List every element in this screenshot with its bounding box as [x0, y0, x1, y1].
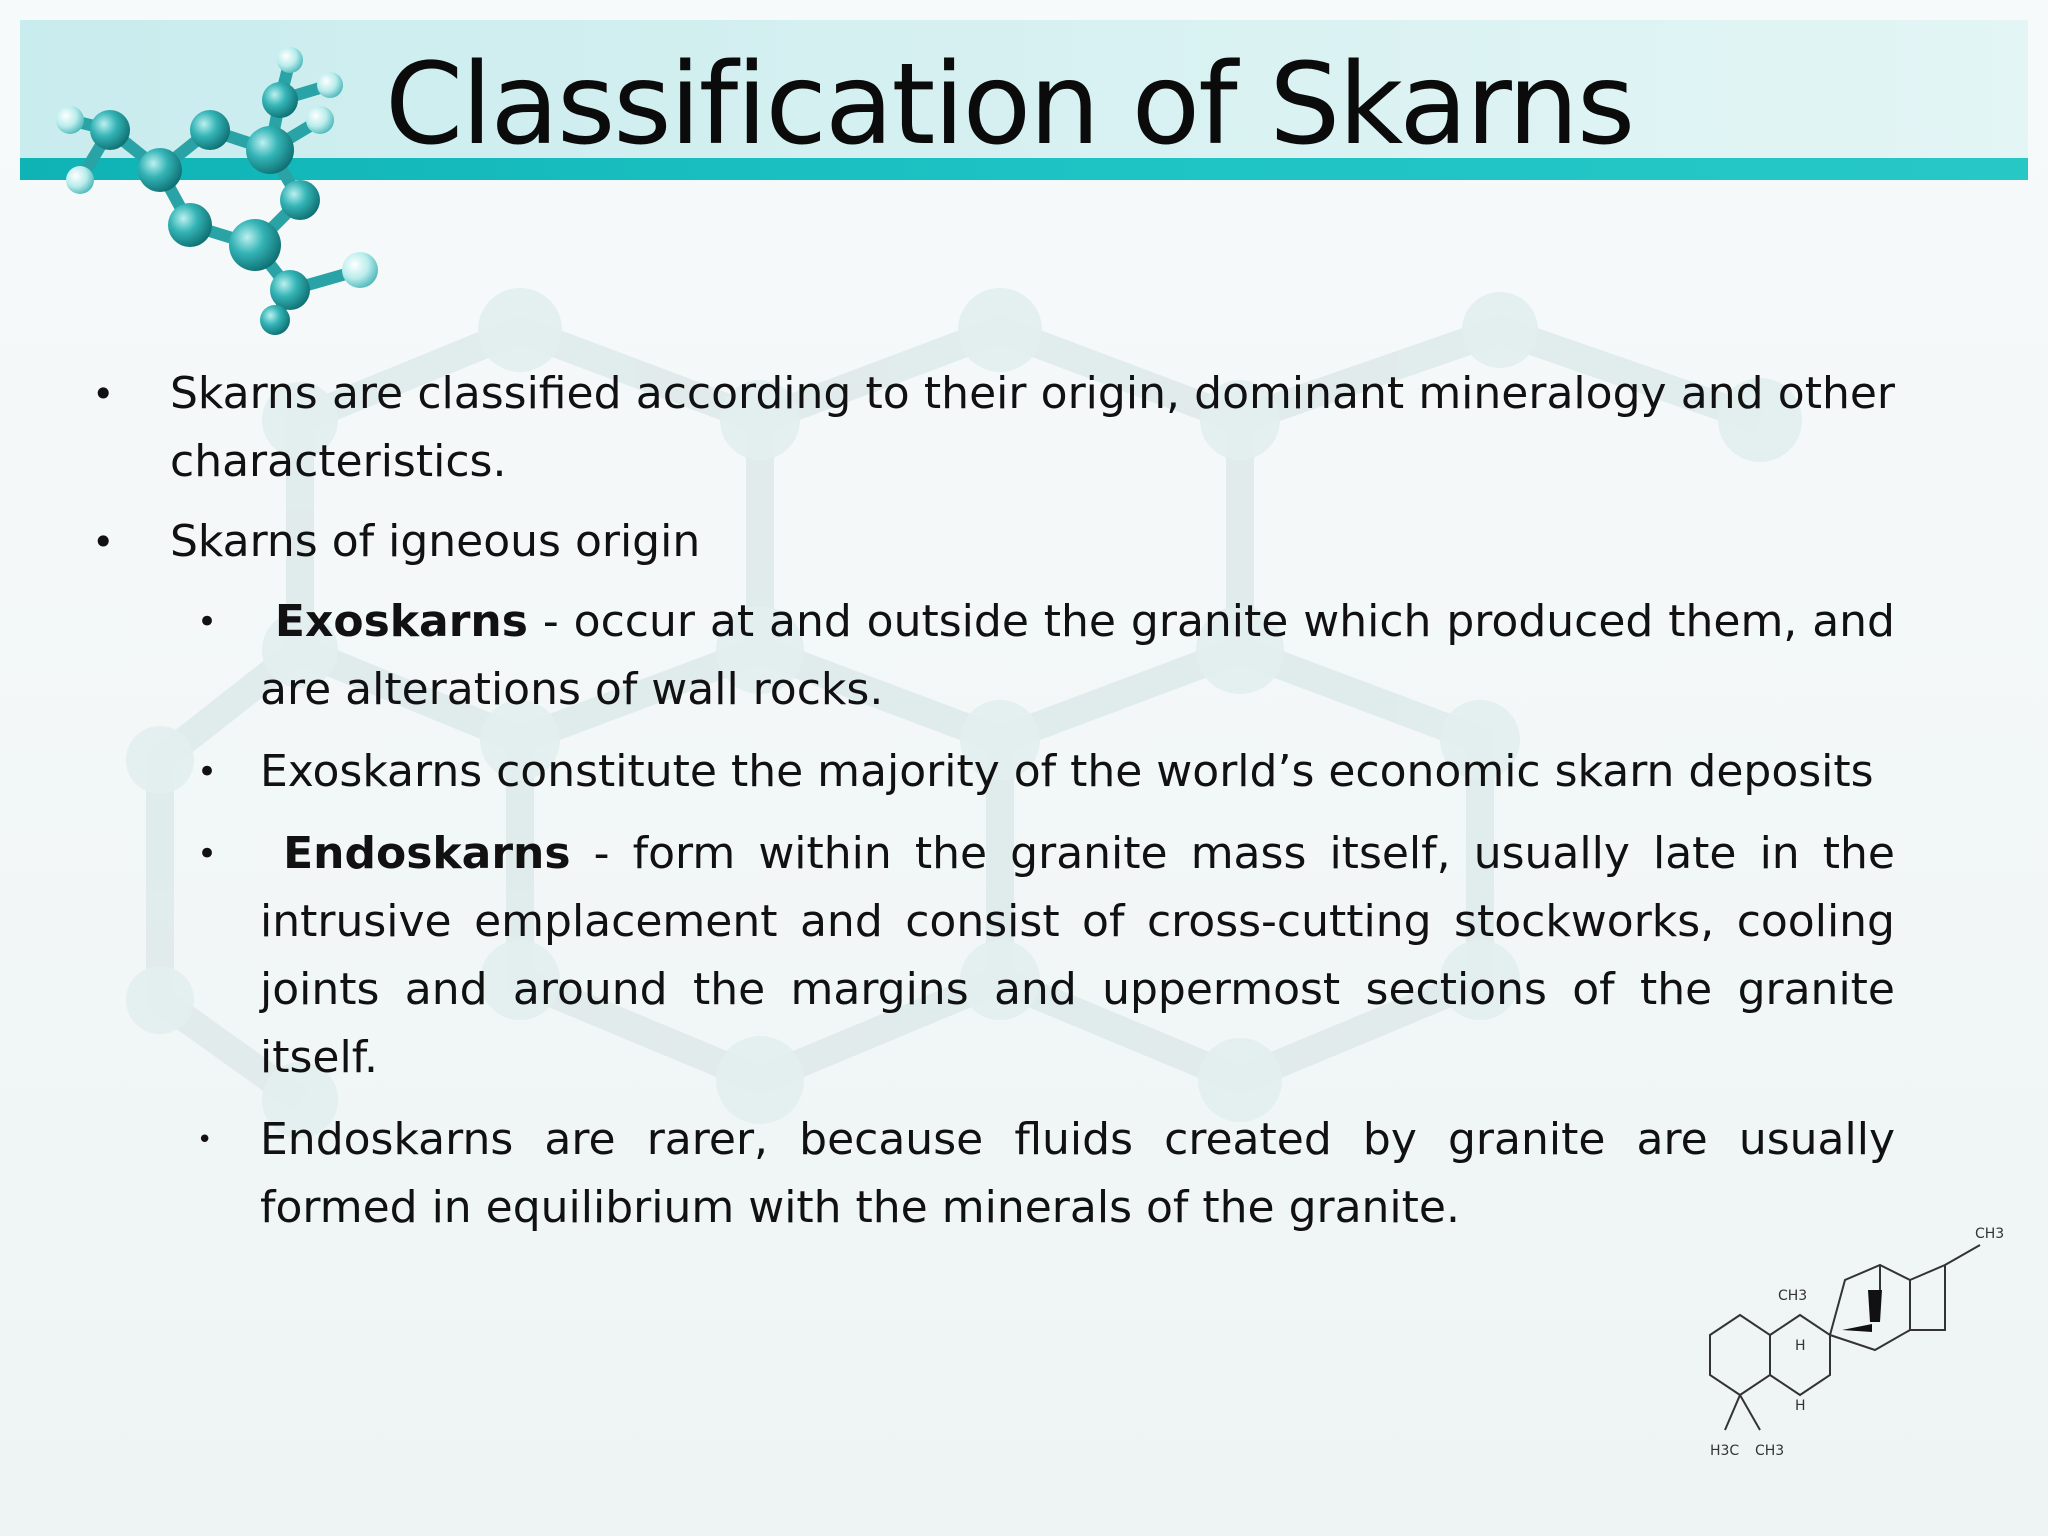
bullet-item	[90, 508, 1895, 576]
svg-text:H: H	[1795, 1338, 1806, 1354]
bullet-marker: •	[197, 834, 218, 874]
slide-content	[90, 360, 1895, 1256]
svg-text:CH3: CH3	[1975, 1226, 2005, 1242]
bullet-text: Skarns are classified according to their origin, dominant mineralogy and other characteristics.	[170, 368, 1895, 487]
term-endoskarns: Endoskarns	[283, 828, 571, 879]
term-exoskarns: Exoskarns	[274, 596, 528, 647]
svg-text:CH3: CH3	[1755, 1443, 1785, 1459]
sub-bullet-text: Endoskarns are rarer, because fluids created by granite are usually formed in equilibrium with the minerals of the granite.	[260, 1114, 1895, 1233]
bullet-marker: •	[197, 1125, 213, 1155]
sub-bullet-item	[90, 588, 1895, 724]
bullet-marker: •	[92, 372, 115, 416]
bullet-text: Skarns of igneous origin	[170, 516, 701, 567]
chemical-structure-icon	[1680, 1220, 2030, 1525]
sub-bullet-text: - occur at and outside the granite which produced them, and are alterations of wall rocks.	[260, 596, 1895, 715]
bullet-item	[90, 360, 1895, 496]
bullet-marker: •	[197, 752, 218, 792]
sub-bullet-item	[90, 738, 1895, 806]
sub-bullet-item	[90, 1106, 1895, 1242]
svg-text:H3C: H3C	[1710, 1443, 1740, 1459]
sub-bullet-text: Exoskarns constitute the majority of the world’s economic skarn deposits	[260, 746, 1874, 797]
molecule-logo-icon	[40, 30, 420, 340]
svg-text:H: H	[1795, 1398, 1806, 1414]
sub-bullet-text: - form within the granite mass itself, usually late in the intrusive emplacement and consist of cross-cutting stockworks, cooling joints and around the margins and uppermost sections of the granite itself.	[260, 828, 1895, 1083]
slide-title: Classification of Skarns	[385, 40, 1634, 170]
svg-text:CH3: CH3	[1778, 1288, 1808, 1304]
bullet-marker: •	[92, 520, 115, 564]
bullet-marker: •	[197, 602, 218, 642]
sub-bullet-item	[90, 820, 1895, 1092]
